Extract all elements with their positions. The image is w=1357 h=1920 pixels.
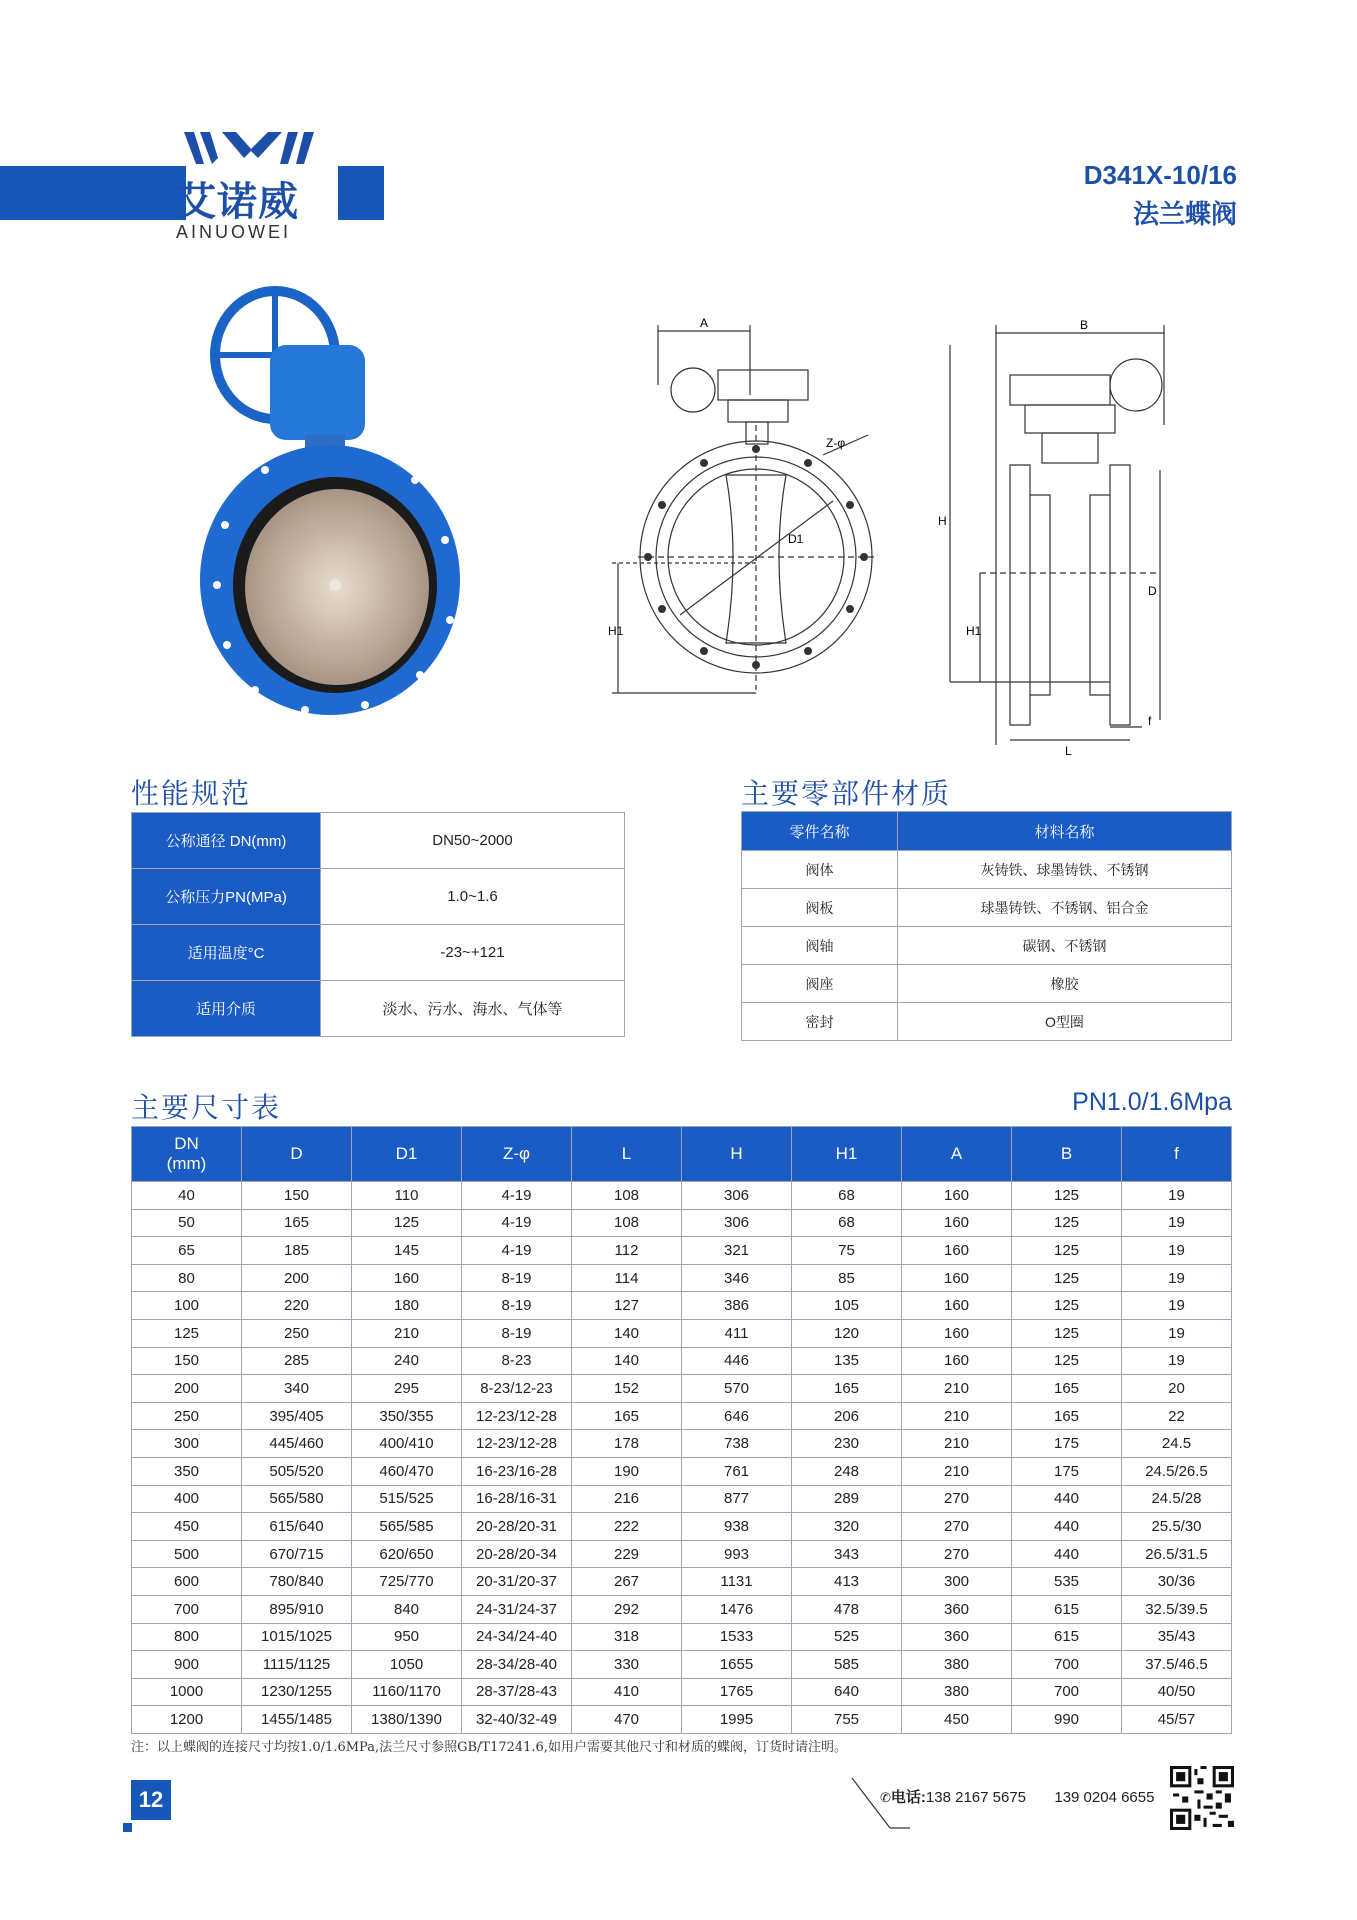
- dimensions-cell: 1455/1485: [242, 1706, 352, 1734]
- dimensions-cell: 600: [132, 1568, 242, 1596]
- dimensions-cell: 160: [902, 1209, 1012, 1237]
- performance-title: 性能规范: [131, 777, 252, 810]
- dimensions-cell: 535: [1012, 1568, 1122, 1596]
- dimensions-cell: 125: [132, 1319, 242, 1347]
- performance-row: [132, 869, 625, 925]
- dimensions-row: [132, 1182, 1232, 1210]
- dimensions-header-cell: B: [1012, 1127, 1122, 1182]
- dimensions-row: [132, 1237, 1232, 1265]
- dimensions-cell: 646: [682, 1402, 792, 1430]
- dimensions-cell: 165: [792, 1375, 902, 1403]
- dimensions-cell: 185: [242, 1237, 352, 1265]
- dimensions-cell: 25.5/30: [1122, 1513, 1232, 1541]
- dimensions-cell: 145: [352, 1237, 462, 1265]
- dimensions-cell: 340: [242, 1375, 352, 1403]
- dimensions-cell: 505/520: [242, 1457, 352, 1485]
- dimensions-cell: 1131: [682, 1568, 792, 1596]
- label-h1-side: H1: [966, 624, 982, 638]
- dimensions-cell: 26.5/31.5: [1122, 1540, 1232, 1568]
- materials-part-cell: 阀体: [742, 851, 898, 889]
- dimensions-cell: 395/405: [242, 1402, 352, 1430]
- dimensions-cell: 210: [902, 1457, 1012, 1485]
- dimensions-header-cell: H: [682, 1127, 792, 1182]
- dimensions-cell: 1160/1170: [352, 1678, 462, 1706]
- performance-value: -23~+121: [321, 925, 625, 981]
- dimensions-cell: 80: [132, 1264, 242, 1292]
- dimensions-cell: 140: [572, 1319, 682, 1347]
- dimensions-cell: 318: [572, 1623, 682, 1651]
- dimensions-cell: 440: [1012, 1485, 1122, 1513]
- product-model: D341X-10/16: [1083, 160, 1237, 190]
- materials-material-cell: 橡胶: [898, 965, 1232, 1003]
- dimensions-cell: 1765: [682, 1678, 792, 1706]
- dimensions-cell: 900: [132, 1651, 242, 1679]
- dimensions-cell: 210: [902, 1402, 1012, 1430]
- materials-row: [742, 927, 1232, 965]
- dimensions-cell: 40: [132, 1182, 242, 1210]
- page-number: 12: [131, 1780, 171, 1820]
- dimensions-cell: 180: [352, 1292, 462, 1320]
- dimensions-row: [132, 1457, 1232, 1485]
- dimensions-cell: 525: [792, 1623, 902, 1651]
- label-d: D: [1148, 584, 1157, 598]
- dimensions-cell: 440: [1012, 1513, 1122, 1541]
- dimensions-cell: 216: [572, 1485, 682, 1513]
- dimensions-cell: 761: [682, 1457, 792, 1485]
- label-a: A: [700, 316, 709, 330]
- dimensions-cell: 565/585: [352, 1513, 462, 1541]
- dimensions-cell: 206: [792, 1402, 902, 1430]
- dimensions-cell: 285: [242, 1347, 352, 1375]
- dimensions-cell: 950: [352, 1623, 462, 1651]
- dimensions-cell: 445/460: [242, 1430, 352, 1458]
- dimensions-cell: 19: [1122, 1347, 1232, 1375]
- dimensions-cell: 125: [1012, 1237, 1122, 1265]
- dimensions-cell: 267: [572, 1568, 682, 1596]
- dimensions-cell: 16-23/16-28: [462, 1457, 572, 1485]
- dimensions-row: [132, 1513, 1232, 1541]
- dimensions-cell: 12-23/12-28: [462, 1430, 572, 1458]
- performance-label: 适用介质: [132, 981, 321, 1037]
- dimensions-cell: 8-23: [462, 1347, 572, 1375]
- dimensions-cell: 32.5/39.5: [1122, 1595, 1232, 1623]
- performance-value: DN50~2000: [321, 813, 625, 869]
- contact-info: [880, 1786, 1154, 1807]
- dimensions-cell: 19: [1122, 1209, 1232, 1237]
- dimensions-cell: 20-28/20-31: [462, 1513, 572, 1541]
- dimensions-cell: 160: [902, 1319, 1012, 1347]
- dimensions-cell: 1995: [682, 1706, 792, 1734]
- dimensions-cell: 210: [902, 1375, 1012, 1403]
- dimensions-cell: 1230/1255: [242, 1678, 352, 1706]
- dimensions-cell: 4-19: [462, 1209, 572, 1237]
- dimensions-cell: 127: [572, 1292, 682, 1320]
- dimensions-cell: 840: [352, 1595, 462, 1623]
- dimensions-cell: 1050: [352, 1651, 462, 1679]
- dimensions-cell: 306: [682, 1209, 792, 1237]
- performance-label: 适用温度°C: [132, 925, 321, 981]
- dimensions-cell: 160: [902, 1237, 1012, 1265]
- dimensions-cell: 460/470: [352, 1457, 462, 1485]
- dimensions-cell: 470: [572, 1706, 682, 1734]
- header-bar-accent: [338, 166, 384, 220]
- dimensions-cell: 410: [572, 1678, 682, 1706]
- label-b: B: [1080, 318, 1089, 332]
- dimensions-cell: 411: [682, 1319, 792, 1347]
- gearbox-icon: [270, 345, 365, 440]
- dimensions-cell: 175: [1012, 1430, 1122, 1458]
- dimensions-cell: 32-40/32-49: [462, 1706, 572, 1734]
- dimensions-cell: 24-31/24-37: [462, 1595, 572, 1623]
- qr-code-icon: [1170, 1766, 1234, 1830]
- dimensions-cell: 300: [902, 1568, 1012, 1596]
- dimensions-cell: 220: [242, 1292, 352, 1320]
- dimensions-cell: 65: [132, 1237, 242, 1265]
- phone-number-2: 139 0204 6655: [1054, 1789, 1155, 1806]
- dimensions-row: [132, 1209, 1232, 1237]
- dimensions-cell: 108: [572, 1182, 682, 1210]
- dimensions-row: [132, 1485, 1232, 1513]
- valve-photo: [195, 285, 465, 725]
- performance-label: 公称压力PN(MPa): [132, 869, 321, 925]
- dimensions-cell: 330: [572, 1651, 682, 1679]
- dimensions-cell: 222: [572, 1513, 682, 1541]
- dimensions-row: [132, 1375, 1232, 1403]
- dimensions-cell: 125: [1012, 1319, 1122, 1347]
- dimensions-cell: 125: [1012, 1264, 1122, 1292]
- dimensions-cell: 993: [682, 1540, 792, 1568]
- dimensions-cell: 615/640: [242, 1513, 352, 1541]
- performance-label: 公称通径 DN(mm): [132, 813, 321, 869]
- dimensions-cell: 68: [792, 1182, 902, 1210]
- dimensions-header-cell: DN (mm): [132, 1127, 242, 1182]
- dimensions-cell: 270: [902, 1540, 1012, 1568]
- materials-part-cell: 阀座: [742, 965, 898, 1003]
- dimensions-cell: 500: [132, 1540, 242, 1568]
- dimensions-cell: 738: [682, 1430, 792, 1458]
- dimensions-row: [132, 1706, 1232, 1734]
- dimensions-cell: 160: [902, 1292, 1012, 1320]
- dimensions-cell: 1200: [132, 1706, 242, 1734]
- dimensions-header-cell: D1: [352, 1127, 462, 1182]
- dimensions-cell: 160: [902, 1264, 1012, 1292]
- dimensions-cell: 68: [792, 1209, 902, 1237]
- logo-text-en: AINUOWEI: [176, 222, 292, 242]
- dimensions-cell: 250: [242, 1319, 352, 1347]
- dimensions-cell: 125: [1012, 1347, 1122, 1375]
- dimensions-cell: 20-28/20-34: [462, 1540, 572, 1568]
- dimensions-cell: 19: [1122, 1264, 1232, 1292]
- dimensions-row: [132, 1678, 1232, 1706]
- dimensions-cell: 22: [1122, 1402, 1232, 1430]
- logo-mark-icon: [178, 128, 328, 172]
- dimensions-cell: 440: [1012, 1540, 1122, 1568]
- dimensions-cell: 248: [792, 1457, 902, 1485]
- dimensions-cell: 360: [902, 1623, 1012, 1651]
- dimensions-cell: 150: [132, 1347, 242, 1375]
- dimensions-row: [132, 1292, 1232, 1320]
- dimensions-cell: 40/50: [1122, 1678, 1232, 1706]
- dimensions-row: [132, 1623, 1232, 1651]
- dimensions-cell: 700: [132, 1595, 242, 1623]
- dimensions-row: [132, 1347, 1232, 1375]
- dimensions-cell: 125: [1012, 1182, 1122, 1210]
- dimensions-cell: 800: [132, 1623, 242, 1651]
- dimensions-cell: 160: [902, 1347, 1012, 1375]
- dimensions-cell: 19: [1122, 1292, 1232, 1320]
- dimensions-cell: 108: [572, 1209, 682, 1237]
- performance-row: [132, 813, 625, 869]
- dimensions-cell: 620/650: [352, 1540, 462, 1568]
- dimensions-row: [132, 1540, 1232, 1568]
- dimensions-cell: 24-34/24-40: [462, 1623, 572, 1651]
- dimensions-cell: 50: [132, 1209, 242, 1237]
- dimensions-header-cell: A: [902, 1127, 1012, 1182]
- dimensions-row: [132, 1651, 1232, 1679]
- dimensions-cell: 125: [1012, 1209, 1122, 1237]
- dimensions-cell: 240: [352, 1347, 462, 1375]
- dimensions-cell: 289: [792, 1485, 902, 1513]
- dimensions-header-cell: H1: [792, 1127, 902, 1182]
- materials-title: 主要零部件材质: [741, 777, 952, 810]
- materials-row: [742, 851, 1232, 889]
- dimensions-row: [132, 1402, 1232, 1430]
- dimensions-cell: 125: [352, 1209, 462, 1237]
- materials-row: [742, 889, 1232, 927]
- dimensions-cell: 19: [1122, 1237, 1232, 1265]
- dimensions-cell: 28-37/28-43: [462, 1678, 572, 1706]
- dimensions-cell: 320: [792, 1513, 902, 1541]
- materials-part-cell: 阀板: [742, 889, 898, 927]
- dimensions-cell: 386: [682, 1292, 792, 1320]
- dimensions-cell: 450: [132, 1513, 242, 1541]
- dimensions-header-cell: f: [1122, 1127, 1232, 1182]
- dimensions-cell: 37.5/46.5: [1122, 1651, 1232, 1679]
- dimensions-cell: 670/715: [242, 1540, 352, 1568]
- materials-material-cell: O型圈: [898, 1003, 1232, 1041]
- dimensions-cell: 565/580: [242, 1485, 352, 1513]
- label-l: L: [1065, 744, 1072, 755]
- dimensions-cell: 270: [902, 1485, 1012, 1513]
- dimensions-cell: 250: [132, 1402, 242, 1430]
- dimensions-cell: 160: [352, 1264, 462, 1292]
- dimensions-cell: 160: [902, 1182, 1012, 1210]
- dimensions-cell: 24.5/26.5: [1122, 1457, 1232, 1485]
- dimensions-cell: 380: [902, 1678, 1012, 1706]
- dimensions-cell: 114: [572, 1264, 682, 1292]
- dimensions-cell: 24.5: [1122, 1430, 1232, 1458]
- dimensions-title: 主要尺寸表: [131, 1091, 282, 1124]
- dimensions-cell: 350/355: [352, 1402, 462, 1430]
- dimensions-cell: 990: [1012, 1706, 1122, 1734]
- dimensions-cell: 200: [242, 1264, 352, 1292]
- dimensions-cell: 615: [1012, 1623, 1122, 1651]
- dimensions-cell: 120: [792, 1319, 902, 1347]
- pressure-label: PN1.0/1.6Mpa: [1072, 1088, 1232, 1116]
- dimensions-row: [132, 1264, 1232, 1292]
- dimensions-cell: 8-19: [462, 1319, 572, 1347]
- dimensions-cell: 640: [792, 1678, 902, 1706]
- dimensions-cell: 700: [1012, 1651, 1122, 1679]
- performance-row: [132, 925, 625, 981]
- dimensions-cell: 125: [1012, 1292, 1122, 1320]
- dimensions-cell: 35/43: [1122, 1623, 1232, 1651]
- dimensions-cell: 165: [242, 1209, 352, 1237]
- dimensions-cell: 19: [1122, 1182, 1232, 1210]
- dimensions-cell: 150: [242, 1182, 352, 1210]
- dimensions-cell: 346: [682, 1264, 792, 1292]
- materials-header-part: 零件名称: [742, 812, 898, 851]
- dimensions-cell: 1115/1125: [242, 1651, 352, 1679]
- dimensions-cell: 570: [682, 1375, 792, 1403]
- dimensions-cell: 343: [792, 1540, 902, 1568]
- materials-part-cell: 密封: [742, 1003, 898, 1041]
- dimensions-cell: 877: [682, 1485, 792, 1513]
- product-name: 法兰蝶阀: [1132, 200, 1237, 230]
- dimensions-cell: 16-28/16-31: [462, 1485, 572, 1513]
- dimensions-cell: 75: [792, 1237, 902, 1265]
- dimensions-row: [132, 1568, 1232, 1596]
- dimensions-cell: 30/36: [1122, 1568, 1232, 1596]
- dimensions-cell: 20-31/20-37: [462, 1568, 572, 1596]
- materials-table: [741, 811, 1232, 1041]
- dimensions-cell: 24.5/28: [1122, 1485, 1232, 1513]
- dimensions-cell: 895/910: [242, 1595, 352, 1623]
- label-z-phi: Z-φ: [826, 436, 846, 450]
- dimensions-cell: 295: [352, 1375, 462, 1403]
- dimensions-cell: 400: [132, 1485, 242, 1513]
- dimensions-cell: 1015/1025: [242, 1623, 352, 1651]
- performance-value: 淡水、污水、海水、气体等: [321, 981, 625, 1037]
- dimensions-cell: 380: [902, 1651, 1012, 1679]
- dimensions-cell: 210: [352, 1319, 462, 1347]
- label-d1: D1: [788, 532, 804, 546]
- materials-material-cell: 碳钢、不锈钢: [898, 927, 1232, 965]
- dimensions-cell: 112: [572, 1237, 682, 1265]
- footnote: 注：以上蝶阀的连接尺寸均按1.0/1.6MPa,法兰尺寸参照GB/T17241.6,如用户需要其他尺寸和材质的蝶阀，订货时请注明。: [131, 1740, 847, 1755]
- dimensions-cell: 1476: [682, 1595, 792, 1623]
- dimensions-row: [132, 1595, 1232, 1623]
- dimensions-cell: 165: [572, 1402, 682, 1430]
- dimensions-cell: 300: [132, 1430, 242, 1458]
- materials-material-cell: 球墨铸铁、不锈钢、铝合金: [898, 889, 1232, 927]
- dimensions-cell: 780/840: [242, 1568, 352, 1596]
- side-view-drawing: [910, 315, 1180, 755]
- dimensions-cell: 321: [682, 1237, 792, 1265]
- dimensions-row: [132, 1319, 1232, 1347]
- dimensions-header-cell: D: [242, 1127, 352, 1182]
- materials-header-material: 材料名称: [898, 812, 1232, 851]
- dimensions-cell: 152: [572, 1375, 682, 1403]
- dimensions-cell: 200: [132, 1375, 242, 1403]
- performance-table: [131, 812, 625, 1037]
- materials-row: [742, 1003, 1232, 1041]
- dimensions-cell: 28-34/28-40: [462, 1651, 572, 1679]
- dimensions-cell: 292: [572, 1595, 682, 1623]
- dimensions-cell: 938: [682, 1513, 792, 1541]
- dimensions-cell: 350: [132, 1457, 242, 1485]
- phone-number-1: 138 2167 5675: [925, 1789, 1027, 1806]
- dimensions-cell: 1655: [682, 1651, 792, 1679]
- materials-material-cell: 灰铸铁、球墨铸铁、不锈钢: [898, 851, 1232, 889]
- dimensions-cell: 8-19: [462, 1264, 572, 1292]
- dimensions-cell: 12-23/12-28: [462, 1402, 572, 1430]
- dimensions-cell: 210: [902, 1430, 1012, 1458]
- dimensions-cell: 230: [792, 1430, 902, 1458]
- dimensions-cell: 1000: [132, 1678, 242, 1706]
- dimensions-header-cell: L: [572, 1127, 682, 1182]
- dimensions-cell: 85: [792, 1264, 902, 1292]
- dimensions-cell: 413: [792, 1568, 902, 1596]
- dimensions-cell: 165: [1012, 1375, 1122, 1403]
- performance-value: 1.0~1.6: [321, 869, 625, 925]
- dimensions-cell: 725/770: [352, 1568, 462, 1596]
- dimensions-cell: 1533: [682, 1623, 792, 1651]
- label-h: H: [938, 514, 947, 528]
- phone-label: 电话:: [890, 1789, 926, 1806]
- dimensions-cell: 615: [1012, 1595, 1122, 1623]
- dimensions-cell: 4-19: [462, 1237, 572, 1265]
- dimensions-row: [132, 1430, 1232, 1458]
- dimensions-cell: 110: [352, 1182, 462, 1210]
- label-h1-front: H1: [608, 624, 624, 638]
- performance-row: [132, 981, 625, 1037]
- label-f: f: [1148, 714, 1152, 728]
- dimensions-cell: 19: [1122, 1319, 1232, 1347]
- dimensions-cell: 190: [572, 1457, 682, 1485]
- dimensions-cell: 400/410: [352, 1430, 462, 1458]
- dimensions-cell: 105: [792, 1292, 902, 1320]
- materials-row: [742, 965, 1232, 1003]
- dimensions-cell: 175: [1012, 1457, 1122, 1485]
- dimensions-cell: 515/525: [352, 1485, 462, 1513]
- dimensions-cell: 4-19: [462, 1182, 572, 1210]
- phone-icon: ✆: [880, 1790, 891, 1805]
- dimensions-cell: 360: [902, 1595, 1012, 1623]
- logo-text-cn: 艾诺威: [176, 179, 299, 225]
- dimensions-cell: 446: [682, 1347, 792, 1375]
- dimensions-table: [131, 1126, 1232, 1734]
- header-bar: [0, 166, 186, 220]
- dimensions-header-cell: Z-φ: [462, 1127, 572, 1182]
- dimensions-cell: 8-23/12-23: [462, 1375, 572, 1403]
- dimensions-cell: 165: [1012, 1402, 1122, 1430]
- dimensions-cell: 178: [572, 1430, 682, 1458]
- dimensions-cell: 306: [682, 1182, 792, 1210]
- dimensions-cell: 229: [572, 1540, 682, 1568]
- front-view-drawing: [608, 315, 878, 715]
- dimensions-cell: 700: [1012, 1678, 1122, 1706]
- dimensions-cell: 135: [792, 1347, 902, 1375]
- page-number-mark: [123, 1823, 132, 1832]
- dimensions-cell: 45/57: [1122, 1706, 1232, 1734]
- dimensions-cell: 478: [792, 1595, 902, 1623]
- dimensions-cell: 755: [792, 1706, 902, 1734]
- dimensions-cell: 100: [132, 1292, 242, 1320]
- dimensions-cell: 20: [1122, 1375, 1232, 1403]
- dimensions-cell: 270: [902, 1513, 1012, 1541]
- dimensions-cell: 8-19: [462, 1292, 572, 1320]
- materials-part-cell: 阀轴: [742, 927, 898, 965]
- dimensions-cell: 585: [792, 1651, 902, 1679]
- dimensions-cell: 450: [902, 1706, 1012, 1734]
- dimensions-cell: 1380/1390: [352, 1706, 462, 1734]
- dimensions-cell: 140: [572, 1347, 682, 1375]
